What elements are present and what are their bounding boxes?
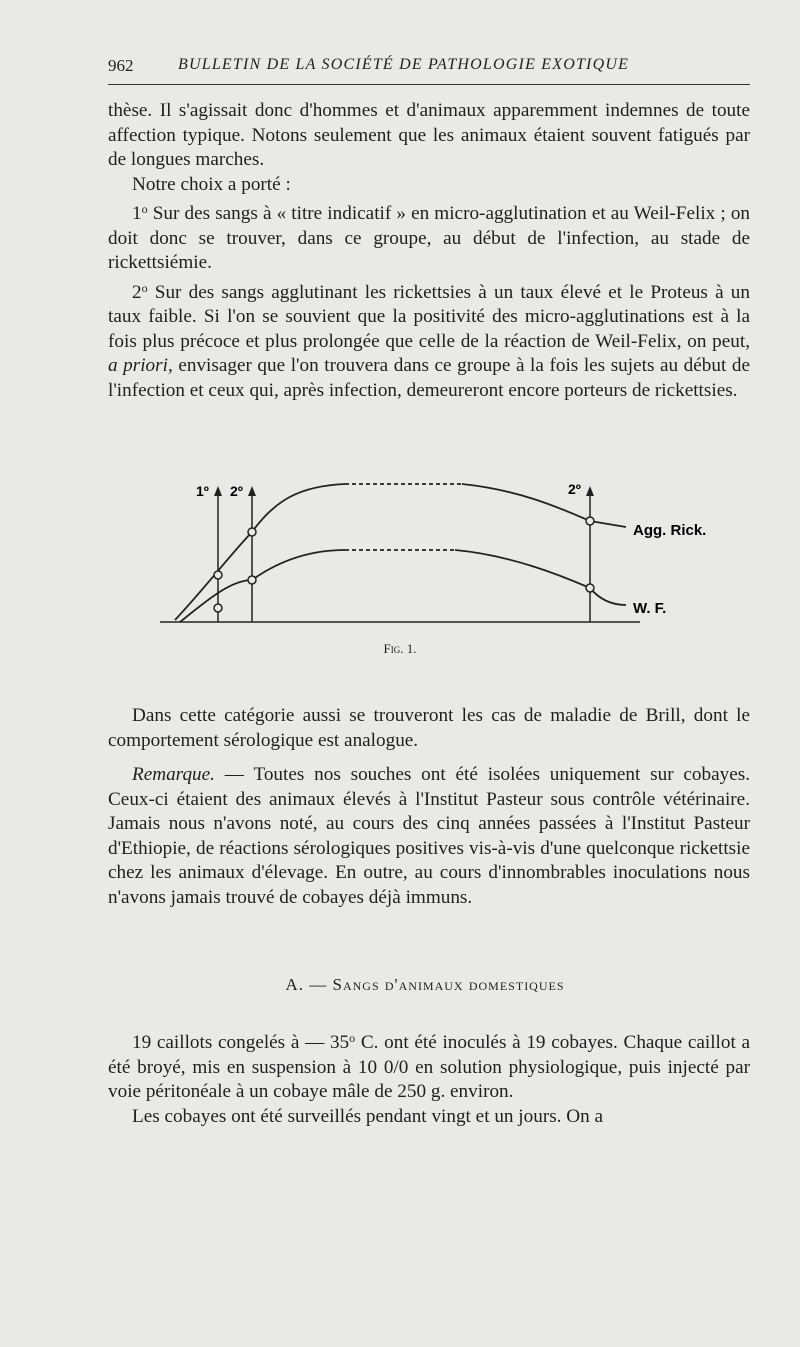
marker-2-right-label: 2º xyxy=(568,481,581,497)
caillots-text-a: 19 caillots congelés à — 35 xyxy=(132,1032,350,1053)
paragraph-choice: Notre choix a porté : xyxy=(132,173,291,195)
remark-text: — Toutes nos souches ont été isolées uniquement sur cobayes. Ceux-ci étaient des animaux élevés à l'Institut Pasteur sous contrôle vétérinaire. Jamais nous n'avons noté, au cours des cinq années passées à l'Institut Pasteur d'Ethiopie, de réactions sérologiques positives vis-à-vis d'une quelconque rickettsie chez les animaux d'élevage. En outre, au cours d'innombrables inoculations nous n'avons jamais trouvé de cobayes déjà immuns. xyxy=(108,764,750,908)
figure-caption: Fig. 1. xyxy=(383,641,417,656)
marker-1-arrowhead xyxy=(214,486,222,496)
item-2-italic: a priori, xyxy=(108,355,173,376)
point-2-agg xyxy=(248,528,256,536)
item-1-number: 1 xyxy=(132,203,142,224)
paragraph-caillots xyxy=(108,1026,750,1105)
paragraph-brill: Dans cette catégorie aussi se trouveront les cas de maladie de Brill, dont le comportement sérologique est analogue. xyxy=(108,705,750,751)
item-1-text: Sur des sangs à « titre indicatif » en micro-agglutination et au Weil-Felix ; on doit donc se trouver, dans ce groupe, au début de l'infection, au stade de rickettsiémie. xyxy=(108,203,751,273)
marker-1-label: 1º xyxy=(196,483,209,499)
point-1-agg xyxy=(214,571,222,579)
wf-decline xyxy=(455,550,626,605)
caillots-text-b: C. ont été inoculés à 19 cobayes. Chaque caillot a été broyé, mis en suspension à 10 0/0 en solution physiologique, puis injecté par voie péritonéale à un cobaye mâle de 250 g. environ. xyxy=(108,1032,751,1102)
item-1-sup: o xyxy=(141,202,148,216)
section-title: Sangs d'animaux domestiques xyxy=(332,975,565,994)
point-2-wf xyxy=(248,576,256,584)
item-2-text: Sur des sangs agglutinant les rickettsies à un taux élevé et le Proteus à un taux faible. Si l'on se souvient que la positivité des micro-agglutinations est à la fois plus précoce et plus prolongée que celle de la réaction de Weil-Felix, on peut, xyxy=(108,281,750,352)
point-1-wf xyxy=(214,604,222,612)
agg-rick-label: Agg. Rick. xyxy=(633,522,707,539)
section-dash: — xyxy=(309,975,328,994)
section-heading xyxy=(0,975,800,995)
paragraph-item-1 xyxy=(108,197,750,276)
agg-rick-decline xyxy=(462,484,626,527)
remark-label: Remarque. xyxy=(132,764,215,785)
running-title: BULLETIN DE LA SOCIÉTÉ DE PATHOLOGIE EXOTIQUE xyxy=(178,56,630,73)
item-2-sup: o xyxy=(141,280,148,295)
marker-2-right-arrowhead xyxy=(586,486,594,496)
caillots-sup: o xyxy=(349,1031,356,1045)
point-2-right-agg xyxy=(586,517,594,525)
page-header xyxy=(108,54,750,85)
figure-1 xyxy=(0,460,800,640)
paragraph-cobayes: Les cobayes ont été surveillés pendant vingt et un jours. On a xyxy=(132,1105,604,1127)
paragraph-remark xyxy=(108,763,750,910)
point-2-right-wf xyxy=(586,584,594,592)
item-2-text-end: envisager que l'on trouvera dans ce groupe à la fois les sujets au début de l'infection et ceux qui, après infection, demeureront encore porteurs de rickettsies. xyxy=(108,355,750,401)
page-number: 962 xyxy=(108,56,134,75)
wf-label: W. F. xyxy=(633,600,667,617)
paragraph-continuation: thèse. Il s'agissait donc d'hommes et d'animaux apparemment indemnes de toute affection typique. Notons seulement que les animaux étaient souvent fatigués par de longues marches. xyxy=(108,100,750,170)
paragraph-item-2 xyxy=(108,276,750,404)
body-text-top xyxy=(108,99,750,403)
body-text-mid xyxy=(108,704,750,910)
marker-2-arrowhead xyxy=(248,486,256,496)
item-2-number: 2 xyxy=(132,281,142,303)
section-letter: A. xyxy=(285,975,304,994)
marker-2-label: 2º xyxy=(230,483,243,499)
body-text-bottom xyxy=(108,1026,750,1129)
